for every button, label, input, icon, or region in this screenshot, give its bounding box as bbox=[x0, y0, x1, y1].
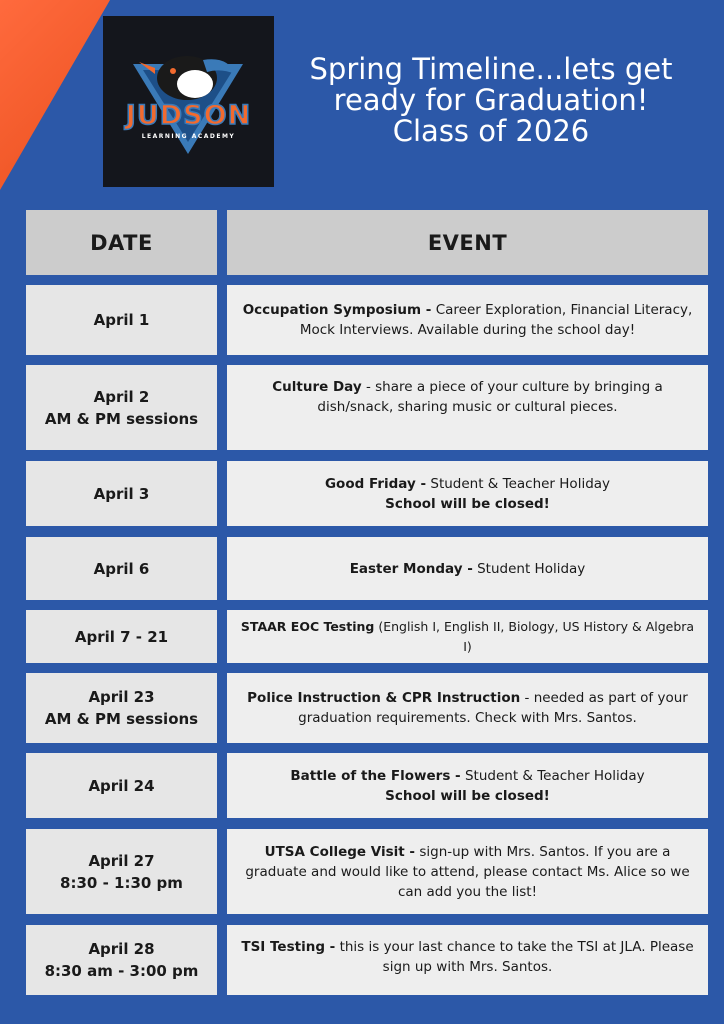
date-line: April 23 bbox=[88, 688, 155, 706]
table-row-date bbox=[26, 673, 217, 743]
date-line: 8:30 am - 3:00 pm bbox=[44, 962, 199, 980]
date-line: April 24 bbox=[88, 776, 155, 795]
brand-subtitle: LEARNING ACADEMY bbox=[141, 133, 236, 140]
event-description bbox=[237, 688, 698, 728]
date-line: April 2 bbox=[93, 387, 150, 406]
table-row-event bbox=[227, 285, 708, 355]
table-row-date bbox=[26, 753, 217, 818]
table-row-date bbox=[26, 285, 217, 355]
event-title: STAAR EOC Testing bbox=[240, 618, 375, 634]
date-line: 8:30 - 1:30 pm bbox=[60, 873, 183, 892]
event-title: Battle of the Flowers - bbox=[290, 767, 461, 784]
judson-logo bbox=[103, 16, 274, 187]
event-description bbox=[237, 937, 698, 977]
event-text: - needed as part of your graduation requirements. Check with Mrs. Santos. bbox=[298, 690, 688, 726]
date-line: April 7 - 21 bbox=[74, 627, 169, 646]
table-row-date bbox=[26, 537, 217, 600]
event-title: Police Instruction & CPR Instruction bbox=[247, 690, 521, 706]
table-row-date bbox=[26, 365, 217, 450]
date-column-header bbox=[26, 210, 217, 275]
event-text: this is your last chance to take the TSI at JLA. Please sign up with Mrs. Santos. bbox=[335, 939, 694, 975]
event-description bbox=[237, 842, 698, 902]
event-text: Student & Teacher Holiday bbox=[426, 475, 611, 492]
event-text: Student Holiday bbox=[472, 560, 586, 577]
corner-accent bbox=[0, 0, 110, 190]
brand-name: JUDSON bbox=[125, 100, 252, 131]
date-line: April 28 bbox=[88, 940, 155, 958]
table-row-event bbox=[227, 925, 708, 995]
event-description bbox=[325, 474, 610, 494]
event-text: Student & Teacher Holiday bbox=[460, 767, 645, 784]
date-line: AM & PM sessions bbox=[44, 409, 199, 428]
date-line: April 27 bbox=[88, 851, 155, 870]
title-line-2: ready for Graduation! bbox=[333, 83, 649, 117]
table-row-event bbox=[227, 365, 708, 450]
event-description bbox=[290, 766, 644, 786]
table-row-date bbox=[26, 610, 217, 663]
date-line: April 3 bbox=[93, 484, 150, 503]
event-text: (English I, English II, Biology, US History & Algebra I) bbox=[374, 618, 695, 654]
event-text: sign-up with Mrs. Santos. If you are a graduate and would like to attend, please contact Ms. Alice so we can add you the list! bbox=[245, 843, 690, 900]
event-description bbox=[237, 300, 698, 340]
event-title: Good Friday - bbox=[324, 475, 427, 492]
table-row-event bbox=[227, 610, 708, 663]
event-column-header bbox=[227, 210, 708, 275]
title-line-3: Class of 2026 bbox=[392, 114, 590, 148]
table-row-date bbox=[26, 829, 217, 914]
event-text: - share a piece of your culture by bringing a dish/snack, sharing music or cultural pieces. bbox=[317, 379, 663, 415]
date-line: April 1 bbox=[93, 311, 150, 329]
table-row-event bbox=[227, 461, 708, 526]
title-line-1: Spring Timeline...lets get bbox=[309, 52, 673, 86]
table-row-date bbox=[26, 461, 217, 526]
event-title: Easter Monday - bbox=[349, 560, 473, 577]
event-description bbox=[237, 617, 698, 657]
page-title bbox=[282, 54, 700, 147]
table-row-date bbox=[26, 925, 217, 995]
date-line: AM & PM sessions bbox=[44, 710, 199, 728]
table-row-event bbox=[227, 829, 708, 914]
date-header-label: DATE bbox=[90, 230, 153, 255]
event-title: Occupation Symposium - bbox=[242, 302, 432, 318]
event-text: Career Exploration, Financial Literacy, Mock Interviews. Available during the school day! bbox=[299, 302, 693, 338]
event-description bbox=[350, 559, 586, 579]
closure-notice: School will be closed! bbox=[385, 787, 550, 804]
date-line: April 6 bbox=[93, 559, 150, 578]
table-row-event bbox=[227, 753, 708, 818]
event-header-label: EVENT bbox=[427, 230, 508, 255]
table-row-event bbox=[227, 537, 708, 600]
closure-notice: School will be closed! bbox=[385, 495, 550, 512]
event-title: Culture Day bbox=[272, 379, 362, 395]
event-description bbox=[237, 377, 698, 417]
event-title: TSI Testing - bbox=[241, 939, 336, 955]
table-row-event bbox=[227, 673, 708, 743]
event-title: UTSA College Visit - bbox=[264, 843, 416, 860]
